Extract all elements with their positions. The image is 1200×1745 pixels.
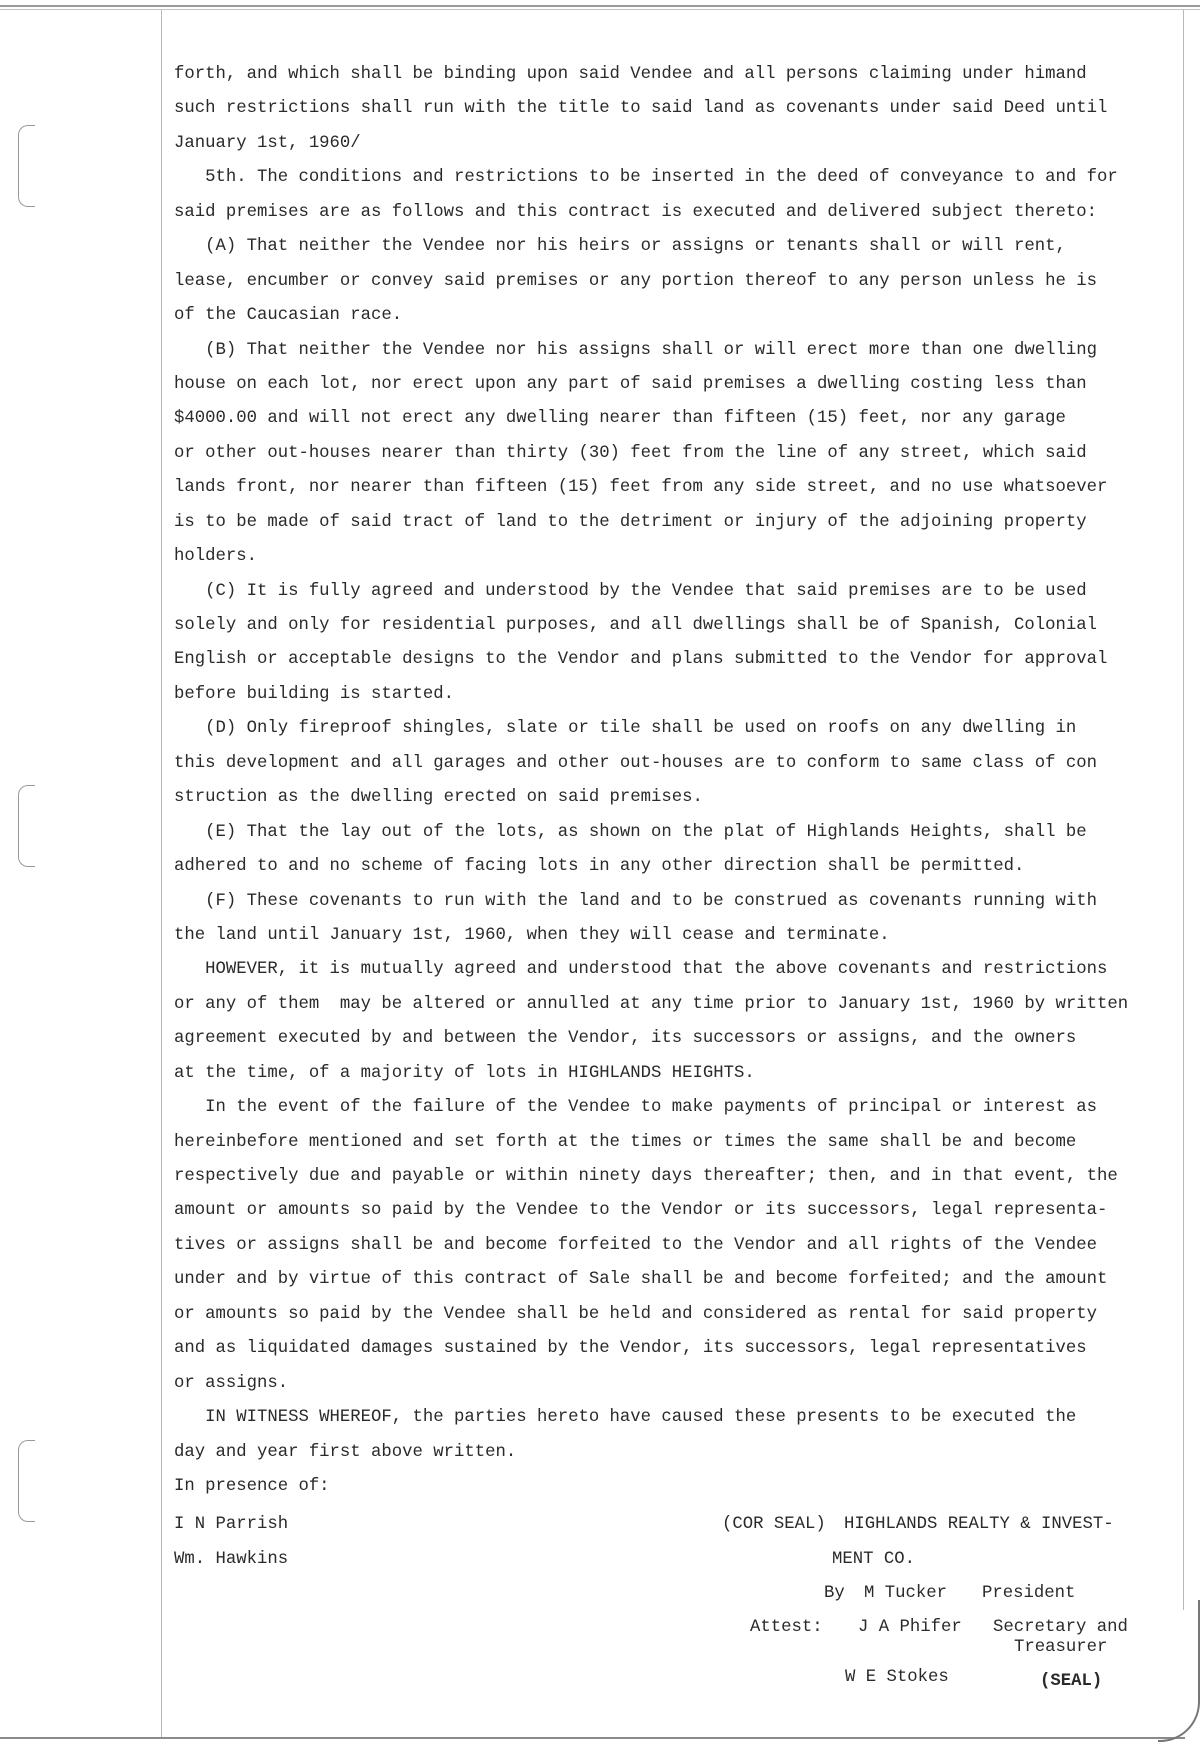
text-line: or any of them may be altered or annulled at any time prior to January 1st, 1960 by written [174,994,1129,1014]
text-line: adhered to and no scheme of facing lots in any other direction shall be permitted. [174,857,1025,877]
text-line: (C) It is fully agreed and understood by the Vendee that said premises are to be used [174,581,1087,601]
text-line: or assigns. [174,1373,289,1393]
document-body [174,58,1128,1504]
page-bottom-border [0,1737,1185,1739]
text-line: under and by virtue of this contract of Sale shall be and become forfeited; and the amount [174,1270,1108,1290]
text-line: lands front, nor nearer than fifteen (15) feet from any side street, and no use whatsoever [174,478,1108,498]
text-line: tives or assigns shall be and become forfeited to the Vendor and all rights of the Vendee [174,1235,1097,1255]
company-name-line2: MENT CO. [832,1550,915,1569]
text-line: lease, encumber or convey said premises or any portion thereof to any person unless he is [174,271,1097,291]
text-line: day and year first above written. [174,1442,517,1462]
binder-hole-mark [18,785,35,867]
page-top-border-inner [0,9,1200,10]
secretary-title-2: Treasurer [1014,1638,1108,1657]
text-line: or other out-houses nearer than thirty (30) feet from the line of any street, which said [174,443,1087,463]
president-title: President [982,1584,1076,1603]
text-line: IN WITNESS WHEREOF, the parties hereto have caused these presents to be executed the [174,1408,1077,1428]
text-line: 5th. The conditions and restrictions to be inserted in the deed of conveyance to and for [174,168,1118,188]
left-margin-line [161,10,162,1738]
text-line: at the time, of a majority of lots in HIGHLANDS HEIGHTS. [174,1063,755,1083]
seal-label: (SEAL) [1040,1672,1103,1691]
text-line: (E) That the lay out of the lots, as shown on the plat of Highlands Heights, shall be [174,822,1087,842]
right-margin-line [1183,10,1184,1610]
text-line: solely and only for residential purposes, and all dwellings shall be of Spanish, Colonial [174,616,1097,635]
company-name-line1: HIGHLANDS REALTY & INVEST- [844,1515,1114,1534]
secretary-title-1: Secretary and [993,1618,1128,1637]
text-line: respectively due and payable or within ninety days thereafter; then, and in that event, the [174,1167,1118,1186]
binder-hole-mark [18,1440,35,1522]
text-line: HOWEVER, it is mutually agreed and understood that the above covenants and restrictions [174,960,1108,980]
witness-2: Wm. Hawkins [174,1550,289,1569]
text-line: (A) That neither the Vendee nor his heirs or assigns or tenants shall or will rent, [174,237,1066,257]
binder-hole-mark [18,125,35,207]
text-line: holders. [174,547,257,567]
text-line: In presence of: [174,1476,330,1496]
text-line: house on each lot, nor erect upon any part of said premises a dwelling costing less than [174,374,1087,394]
text-line: English or acceptable designs to the Vendor and plans submitted to the Vendor for approval [174,650,1108,670]
text-line: (B) That neither the Vendee nor his assigns shall or will erect more than one dwelling [174,340,1097,360]
text-line: agreement executed by and between the Vendor, its successors or assigns, and the owners [174,1029,1077,1049]
witness-1: I N Parrish [174,1515,289,1534]
text-line: hereinbefore mentioned and set forth at the times or times the same shall be and become [174,1132,1077,1152]
text-line: such restrictions shall run with the title to said land as covenants under said Deed until [174,99,1108,119]
text-line: (F) These covenants to run with the land and to be construed as covenants running with [174,891,1097,911]
text-line: the land until January 1st, 1960, when they will cease and terminate. [174,925,890,945]
text-line: said premises are as follows and this contract is executed and delivered subject thereto: [174,202,1097,222]
page-curl [1158,1600,1200,1742]
secretary-name: J A Phifer [858,1618,962,1637]
president-name: M Tucker [864,1584,947,1603]
text-line: forth, and which shall be binding upon said Vendee and all persons claiming under himand [174,65,1087,84]
text-line: (D) Only fireproof shingles, slate or tile shall be used on roofs on any dwelling in [174,719,1077,739]
text-line: struction as the dwelling erected on said premises. [174,788,703,808]
text-line: $4000.00 and will not erect any dwelling nearer than fifteen (15) feet, nor any garage [174,409,1066,429]
text-line: before building is started. [174,684,455,704]
by-label: By [824,1584,845,1603]
page-top-border [0,5,1200,7]
text-line: In the event of the failure of the Vendee to make payments of principal or interest as [174,1098,1097,1118]
text-line: is to be made of said tract of land to the detriment or injury of the adjoining property [174,512,1087,532]
corporate-seal-label: (COR SEAL) [722,1515,826,1534]
text-line: amount or amounts so paid by the Vendee to the Vendor or its successors, legal representa- [174,1201,1108,1221]
text-line: and as liquidated damages sustained by the Vendor, its successors, legal representatives [174,1339,1087,1359]
text-line: of the Caucasian race. [174,306,403,326]
text-line: this development and all garages and other out-houses are to conform to same class of con [174,753,1097,773]
text-line: or amounts so paid by the Vendee shall be held and considered as rental for said property [174,1304,1097,1324]
attest-label: Attest: [750,1618,823,1637]
text-line: January 1st, 1960/ [174,133,361,153]
third-signer-name: W E Stokes [845,1668,949,1687]
